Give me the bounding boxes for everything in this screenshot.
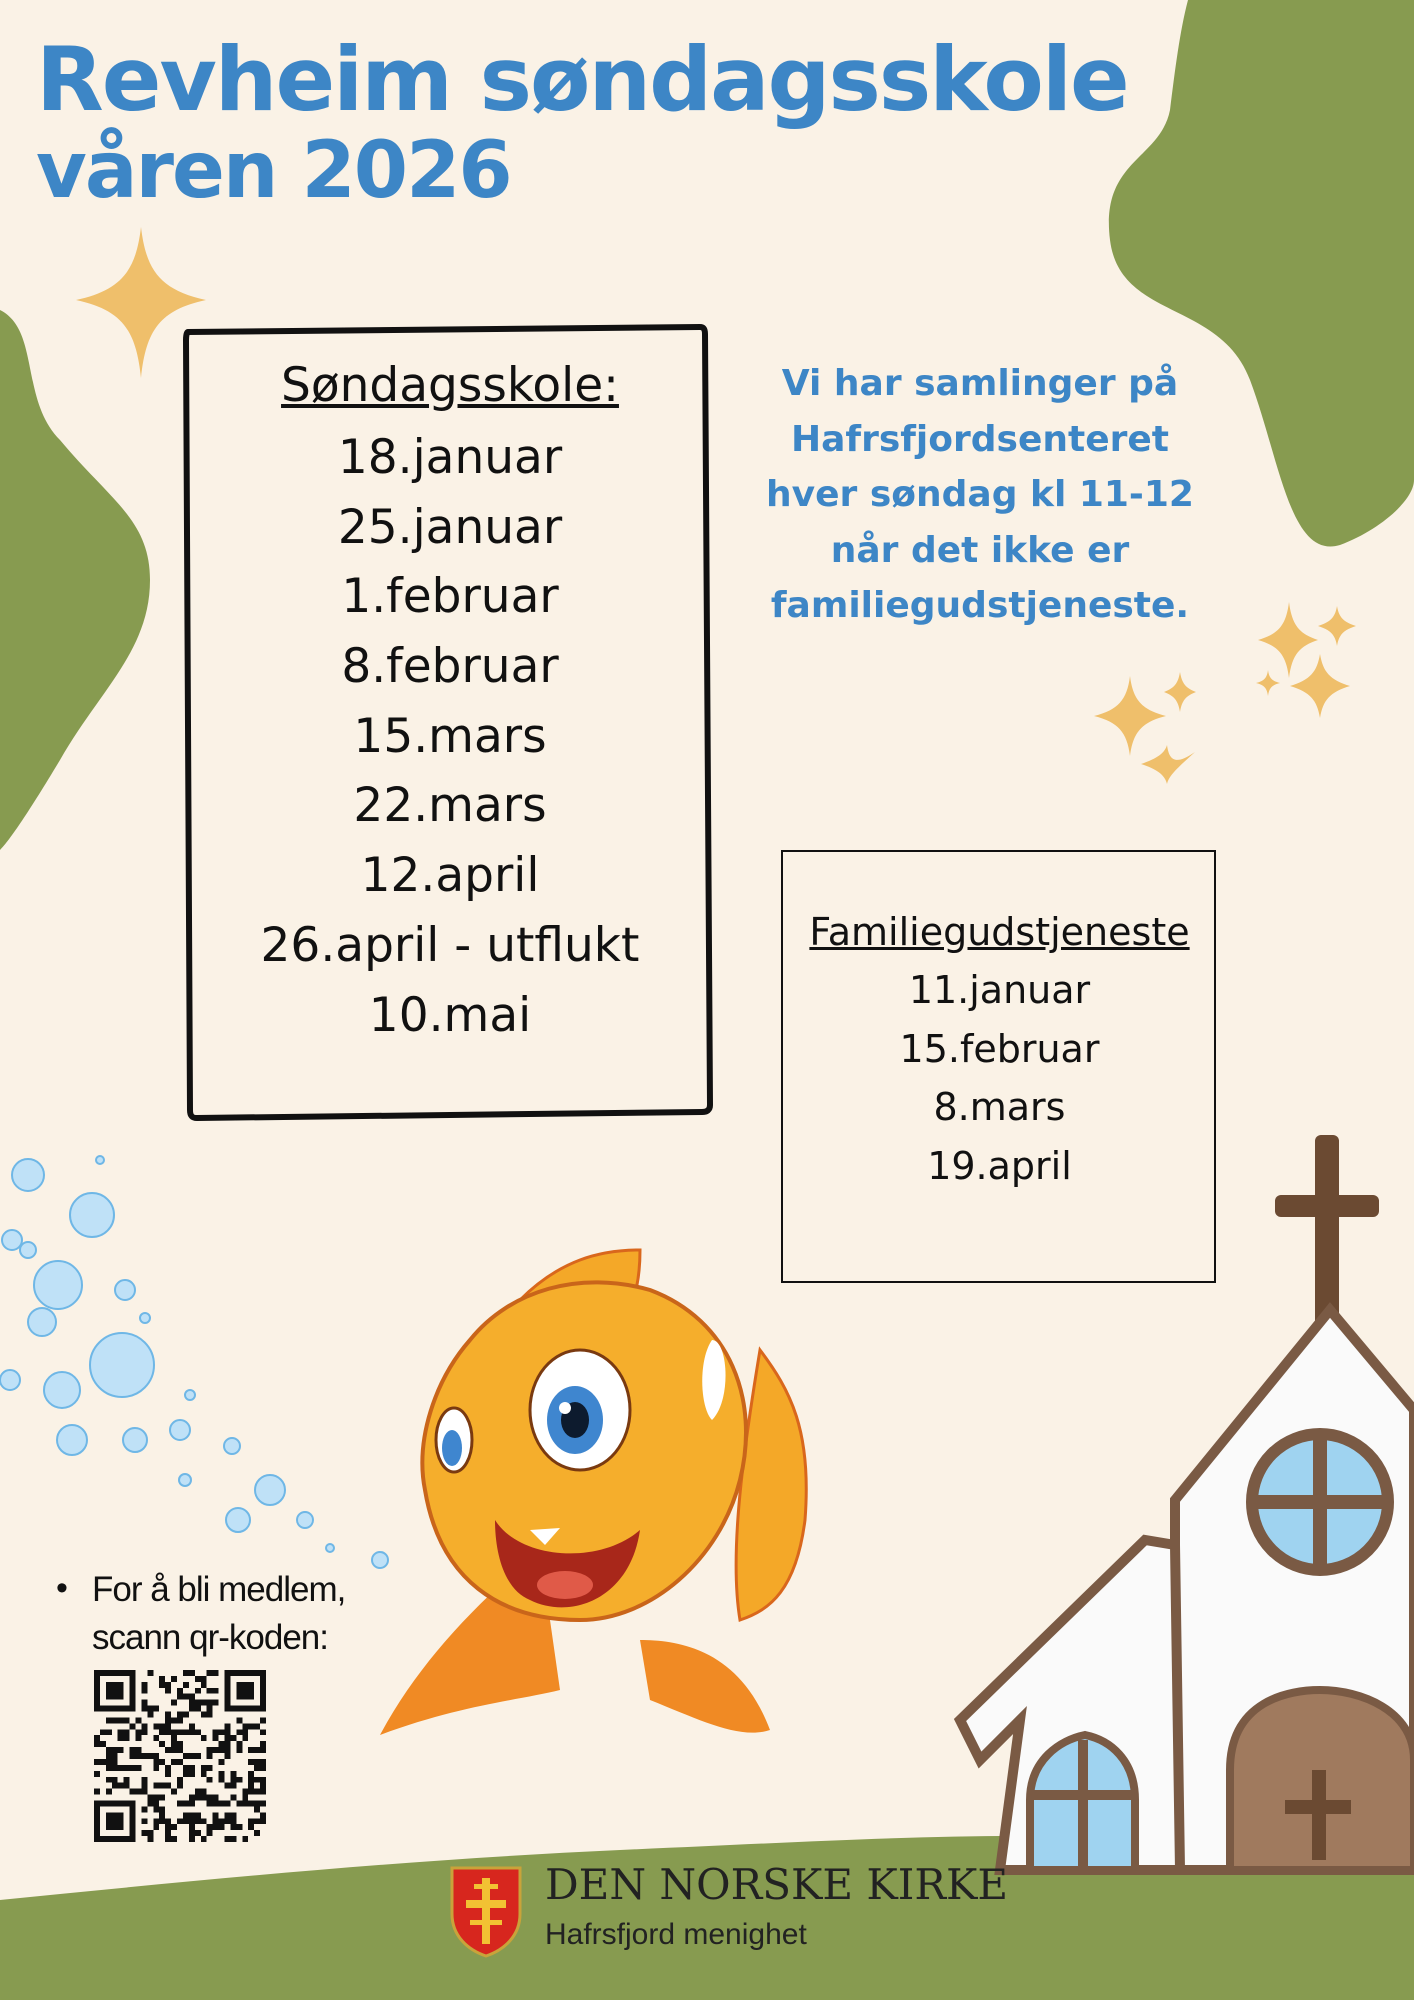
family-service-date-list — [781, 966, 1218, 1200]
sundayschool-date: 15.mars — [353, 708, 547, 764]
membership-text: For å bli medlem, scann qr-koden: — [92, 1570, 346, 1657]
sundayschool-date: 22.mars — [353, 778, 547, 834]
sundayschool-date: 10.mai — [368, 987, 532, 1043]
family-service-heading: Familiegudstjeneste — [809, 910, 1190, 954]
bullet-icon: • — [56, 1569, 67, 1607]
family-service-date: 11.januar — [908, 968, 1091, 1012]
sundayschool-date: 18.januar — [337, 430, 563, 485]
poster-title-line1: Revheim søndagsskole — [36, 28, 1128, 131]
sundayschool-date: 1.februar — [341, 569, 559, 625]
sparkle-icon — [1256, 670, 1280, 696]
sundayschool-heading: Søndagsskole: — [281, 358, 619, 413]
sparkle-icon — [1164, 672, 1196, 712]
poster-title-line2: våren 2026 — [36, 126, 511, 216]
sparkle-icon — [1141, 745, 1195, 784]
parish-name: Hafrsfjord menighet — [545, 1918, 807, 1951]
sundayschool-date: 25.januar — [337, 499, 563, 555]
goldfish-illustration — [380, 1250, 806, 1735]
church-org-name: DEN NORSKE KIRKE — [545, 1860, 1009, 1909]
sundayschool-date: 8.februar — [341, 639, 559, 695]
sparkle-icon — [1318, 606, 1356, 646]
family-service-date: 8.mars — [933, 1085, 1066, 1129]
sparkle-icon — [1094, 676, 1166, 756]
qr-code[interactable] — [94, 1670, 266, 1842]
sundayschool-date-list — [188, 428, 712, 1055]
sparkle-icon — [1258, 602, 1318, 678]
family-service-date: 19.april — [927, 1143, 1072, 1188]
church-shield-logo — [448, 1864, 524, 1958]
family-service-date: 15.februar — [899, 1026, 1100, 1071]
meeting-info-text: Vi har samlinger på Hafrsfjordsenteret hver søndag kl 11-12 når det ikke er familiegudstjeneste. — [766, 363, 1194, 626]
sundayschool-date: 26.april - utflukt — [260, 917, 640, 973]
sundayschool-date: 12.april — [360, 848, 540, 904]
green-blob-left — [0, 310, 150, 850]
sparkle-icon — [1290, 654, 1350, 718]
bubbles-decoration — [0, 1156, 388, 1568]
